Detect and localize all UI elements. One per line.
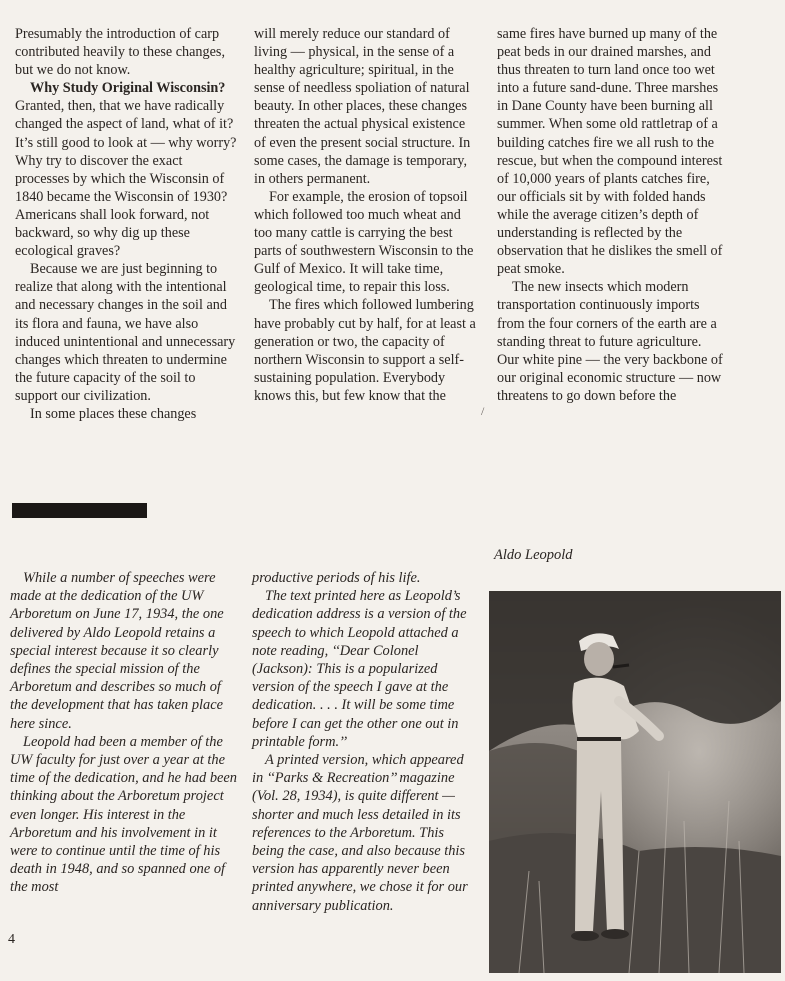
paragraph: Because we are just beginning to realize that along with the intentional and necessary changes in the soil and its flora and fauna, we have also induced unintentional and unnecessary changes which threaten to undermine the future capacity of the soil to support our civilization. [15, 261, 236, 404]
section-paragraph [15, 79, 237, 97]
intro-column-right [252, 569, 478, 915]
paragraph: Granted, then, that we have radically changed the aspect of land, what of it? It’s still good to look at — why worry? Why try to discover the exact processes by which the Wisconsin of 1840 became the Wisconsin of 1930? Americans shall look forward, not backward, so why dig up these ecological graves? [15, 98, 237, 260]
paragraph: will merely reduce our standard of living — physical, in the sense of a healthy agriculture; spiritual, in the sense of needless spoliation of natural beauty. In other places, these changes threaten the actual physical existence of even the present social structure. In some cases, the damage is temporary, in others permanent. [254, 26, 471, 187]
margin-mark: / [481, 404, 485, 418]
aldo-leopold-photo [489, 591, 781, 973]
article-column-3 [497, 25, 723, 405]
intro-paragraph: Leopold had been a member of the UW faculty for just over a year at the time of the dedication, and he had been thinking about the Arboretum project even longer. His interest in the Arboretum and his involvement in it were to continue until the time of his death in 1948, and so spanned one of the most [10, 733, 237, 896]
paragraph: Presumably the introduction of carp contributed heavily to these changes, but we do not know. [15, 26, 225, 79]
article-column-1 [15, 25, 237, 423]
paragraph: In some places these changes [30, 405, 197, 422]
paragraph: The fires which followed lumbering have probably cut by half, for at least a generation or two, the capacity of northern Wisconsin to support a self-sustaining population. Everybody knows this, but few know that the [254, 297, 476, 404]
paragraph: The new insects which modern transportation continuously imports from the four corners of the earth are a standing threat to future agriculture. Our white pine — the very backbone of our original economic structure — now threatens to go down before the [497, 279, 723, 404]
section-divider-bar [12, 503, 147, 518]
intro-paragraph: The text printed here as Leopold’s dedication address is a version of the speech to which Leopold attached a note reading, ‘‘Dear Colonel (Jackson): This is a popularized version of the speech I gave at the dedication. . . . It will be some time before I can get the other one out in printable form.’’ [252, 588, 467, 750]
photo-caption: Aldo Leopold [494, 547, 573, 563]
article-column-2 [254, 25, 476, 405]
paragraph: same fires have burned up many of the peat beds in our drained marshes, and thus threaten to turn land once too wet into a future sand-dune. Three marshes in Dane County have been burning all summer. When some old rattletrap of a building catches fire we all rush to the rescue, but when the compound interest of 10,000 years of plants catches fire, our officials sit by with folded hands while the average citizen’s depth of understanding is reflected by the observation that he dislikes the smell of peat smoke. [497, 26, 723, 278]
section-heading: Why Study Original Wisconsin? [30, 80, 226, 97]
intro-column-left [10, 569, 238, 897]
page-number: 4 [8, 932, 15, 947]
photo-illustration [489, 591, 781, 973]
intro-paragraph: A printed version, which appeared in ‘‘Parks & Recreation’’ magazine (Vol. 28, 1934), is quite different — shorter and much less detailed in its references to the Arboretum. This being the case, and also because this version has apparently never been printed anywhere, we chose it for our anniversary publication. [252, 752, 468, 914]
paragraph: For example, the erosion of topsoil which followed too much wheat and too many cattle is carrying the best parts of southwestern Wisconsin to the Gulf of Mexico. It will take time, geological time, to repair this loss. [254, 188, 474, 296]
intro-paragraph: productive periods of his life. [252, 570, 421, 586]
intro-paragraph: While a number of speeches were made at the dedication of the UW Arboretum on June 17, 1934, the one delivered by Aldo Leopold retains a special interest because it so clearly defines the special mission of the Arboretum and describes so much of the development that has taken place here since. [10, 570, 224, 732]
